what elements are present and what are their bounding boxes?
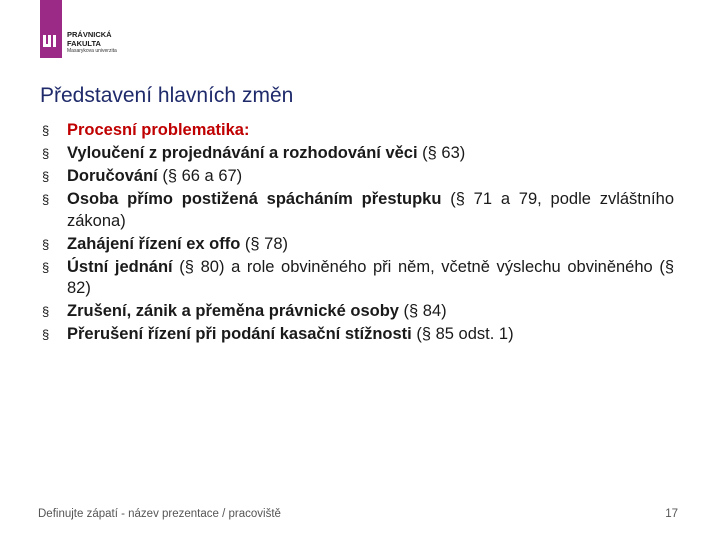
list-item [42, 257, 674, 300]
list-item [42, 324, 674, 346]
list-item [42, 301, 674, 323]
item-rest: (§ 84) [398, 302, 447, 320]
footer-text: Definujte zápatí - název prezentace / pracoviště [38, 508, 281, 520]
list-item [42, 143, 674, 165]
logo-bar [40, 0, 62, 58]
logo-text [67, 30, 112, 48]
bullet-icon: § [42, 146, 50, 161]
page-number: 17 [665, 508, 678, 520]
item-rest: (§ 66 a 67) [157, 167, 243, 185]
item-rest: (§ 71 a 79, podle zvláštního zákona) [67, 190, 674, 230]
item-rest: (§ 63) [417, 144, 466, 162]
item-bold: Zahájení řízení ex offo [67, 234, 241, 253]
list-item [42, 120, 674, 142]
list-item [42, 189, 674, 232]
logo-line1: PRÁVNICKÁ [67, 30, 112, 39]
slide-title: Představení hlavních změn [40, 84, 294, 107]
bullet-icon: § [42, 236, 50, 252]
item-rest: (§ 78) [240, 234, 288, 253]
item-bold: Zrušení, zánik a přeměna právnické osoby [67, 302, 399, 320]
item-bold: Doručování [67, 167, 158, 185]
bullet-icon: § [42, 192, 50, 207]
bullet-icon: § [42, 259, 50, 275]
item-bold: Osoba přímo postižená spácháním přestupku [67, 190, 442, 208]
item-bold: Ústní jednání [67, 257, 173, 276]
item-bold: Procesní problematika: [67, 121, 250, 139]
list-item [42, 234, 674, 256]
logo-line2: FAKULTA [67, 39, 101, 48]
item-bold: Vyloučení z projednávání a rozhodování věci [67, 144, 418, 162]
content-list [42, 120, 674, 347]
logo-subtitle: Masarykova univerzita [67, 48, 117, 54]
faculty-logo [40, 0, 150, 62]
item-rest: (§ 85 odst. 1) [411, 325, 514, 343]
logo-mu-icon [42, 34, 60, 48]
bullet-icon: § [42, 123, 50, 138]
bullet-icon: § [42, 304, 50, 319]
bullet-icon: § [42, 169, 50, 184]
bullet-icon: § [42, 327, 50, 342]
item-rest: (§ 80) a role obviněného při něm, včetně výslechu obviněného (§ 82) [67, 257, 675, 297]
item-bold: Přerušení řízení při podání kasační stížnosti [67, 325, 412, 343]
list-item [42, 166, 674, 188]
